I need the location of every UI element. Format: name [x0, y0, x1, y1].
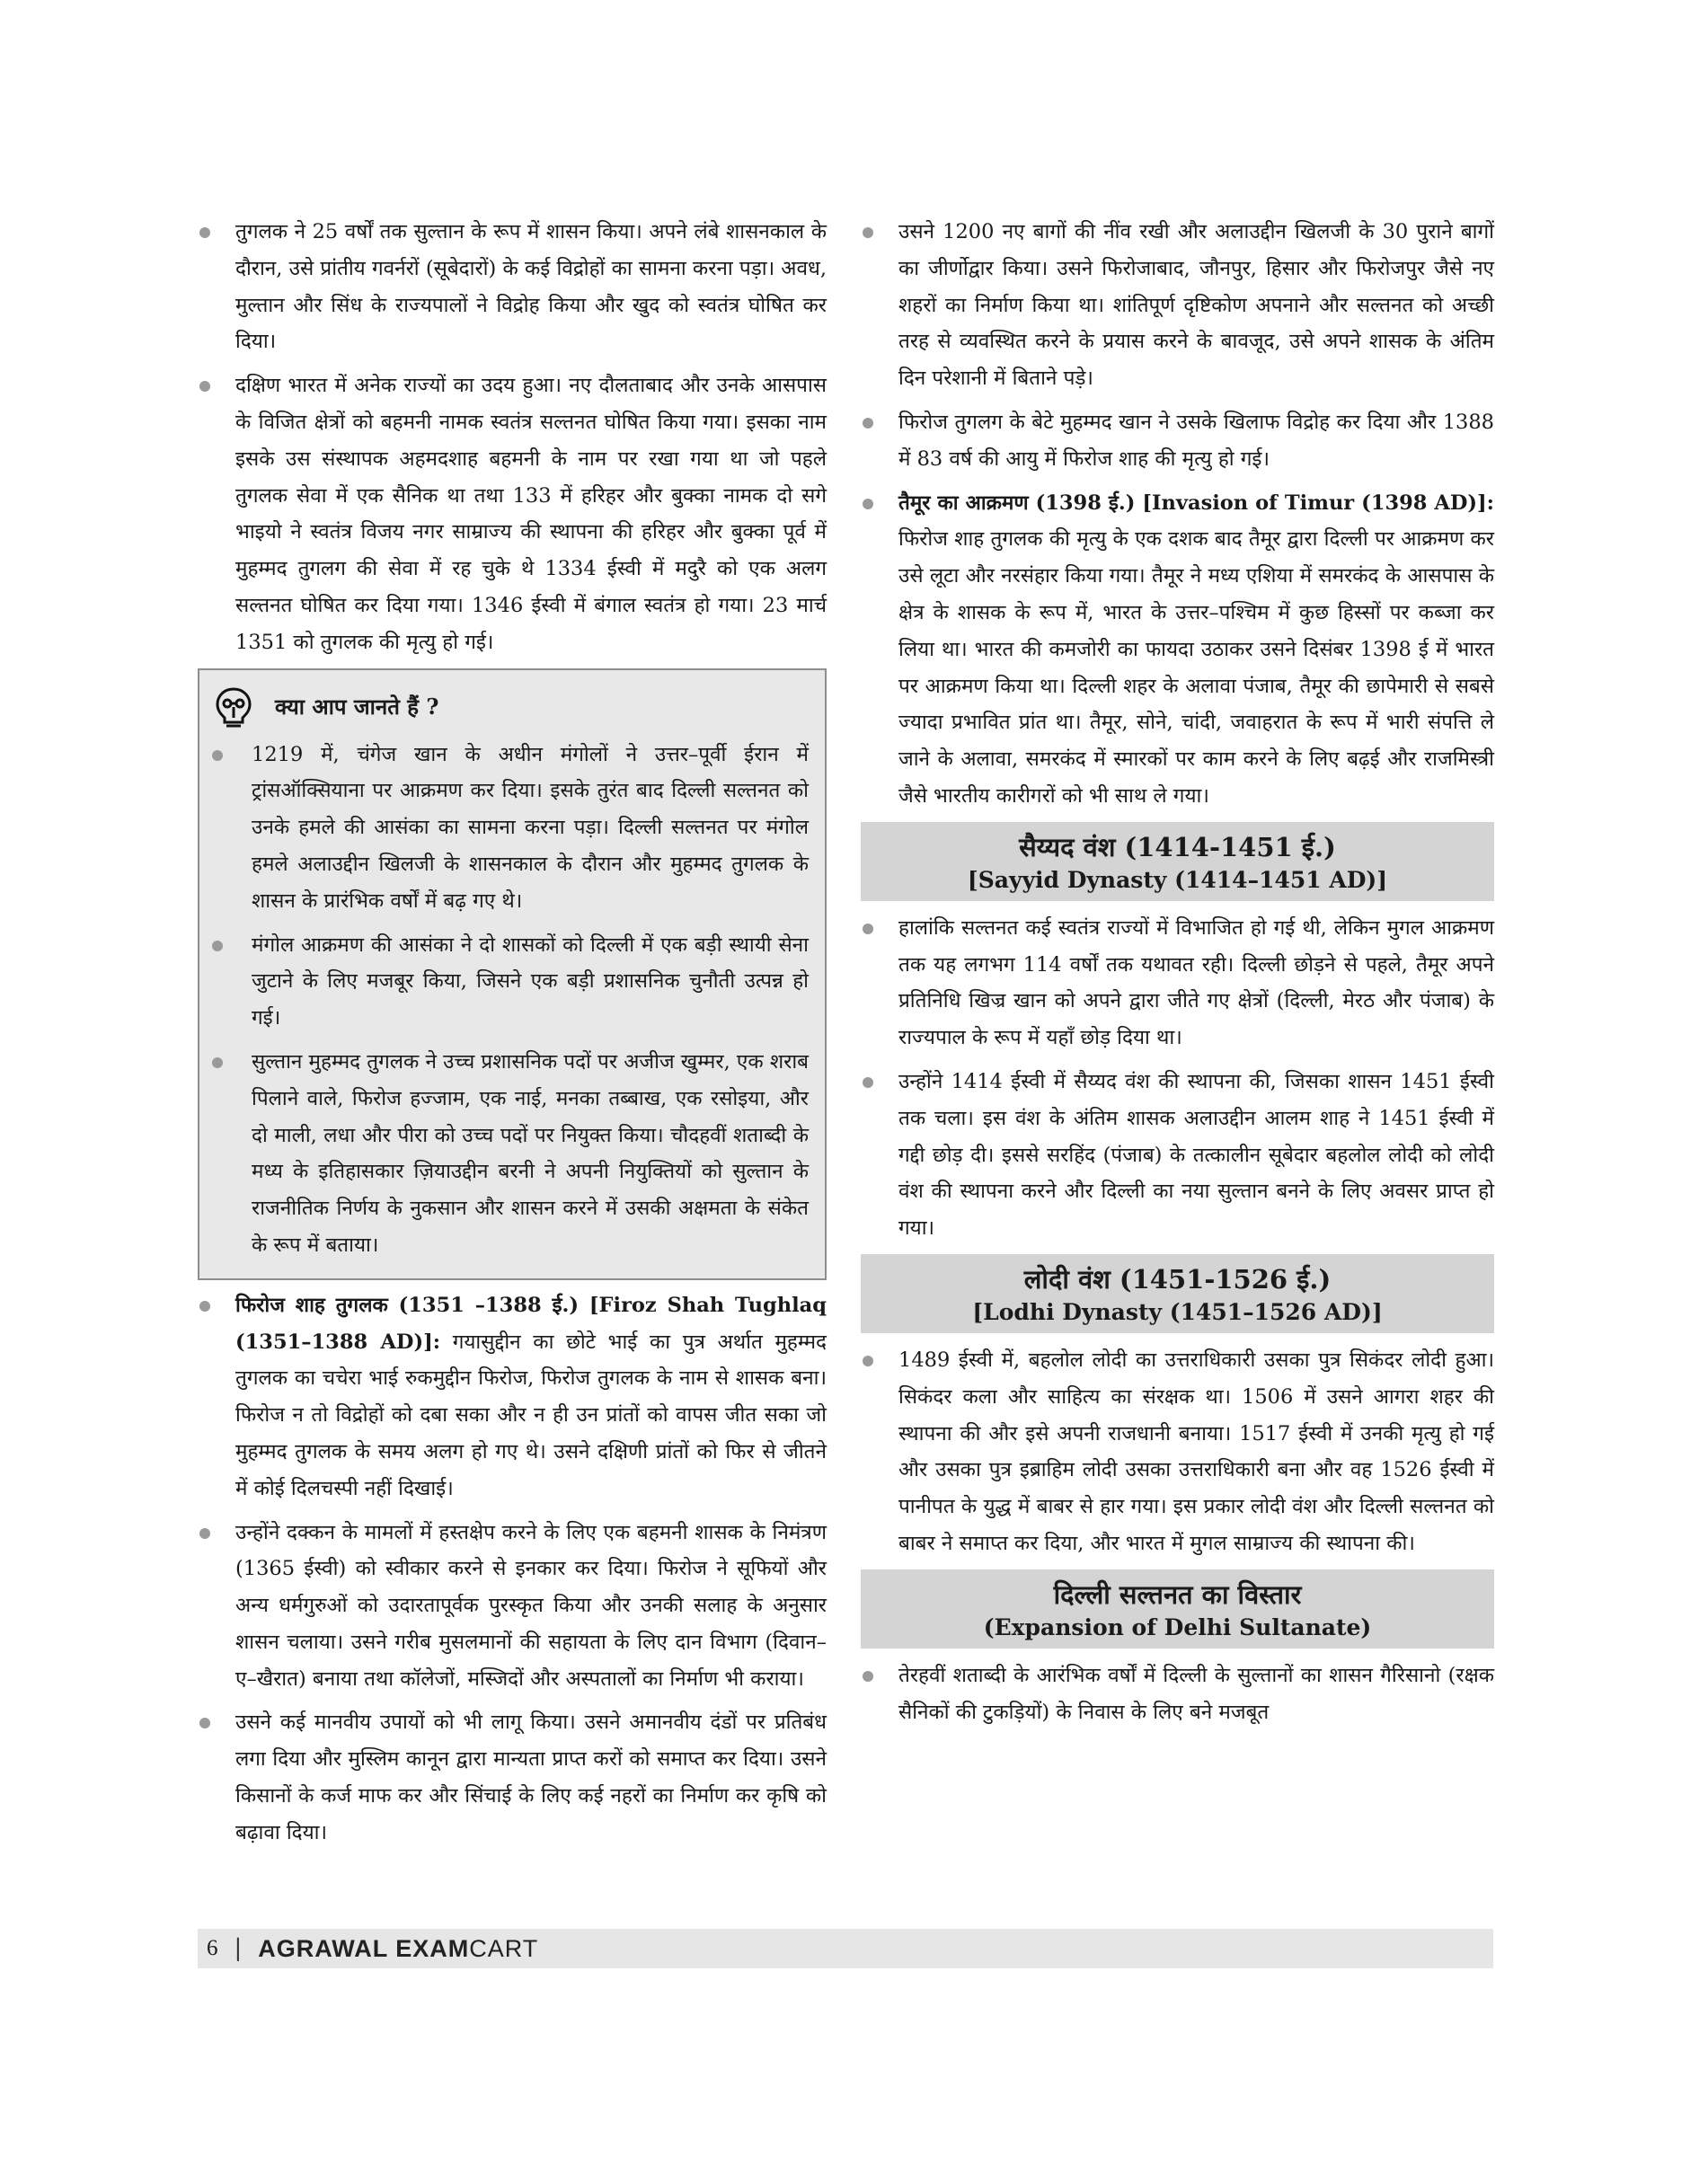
info-bullet: 1219 में, चंगेज खान के अधीन मंगोलों ने उत्तर–पूर्वी ईरान में ट्रांसऑक्सियाना पर आक्रमण कर दिया। इसके तुरंत बाद दिल्ली सल्तनत को उनके हमले की आसंका का सामना करना पड़ा। दिल्ली सल्तनत पर मंगोल हमले अलाउद्दीन खिलजी के शासनकाल के दौरान और मुहम्मद तुगलक के शासन के प्रारंभिक वर्षों में बढ़ गए थे। — [199, 737, 809, 920]
did-you-know-box — [198, 668, 827, 1280]
bullet-dot-icon — [199, 1528, 210, 1539]
did-you-know-header — [199, 677, 809, 737]
left-column — [198, 214, 827, 1859]
bullet-dot-icon — [212, 941, 223, 951]
timur-invasion-bullet: तैमूर का आक्रमण (1398 ई.) [Invasion of Timur (1398 AD)]: फिरोज शाह तुगलक की मृत्यु के एक दशक बाद तैमूर द्वारा दिल्ली पर आक्रमण कर उसे लूटा और नरसंहार किया गया। तैमूर ने मध्य एशिया में समरकंद के आसपास के क्षेत्र के शासक के रूप में, भारत के उत्तर–पश्चिम में कुछ हिस्सों पर कब्जा कर लिया था। भारत की कमजोरी का फायदा उठाकर उसने दिसंबर 1398 ई में भारत पर आक्रमण किया था। दिल्ली शहर के अलावा पंजाब, तैमूर की छापेमारी से सबसे ज्यादा प्रभावित प्रांत था। तैमूर, सोने, चांदी, जवाहरात के रूप में भारी संपत्ति ले जाने के अलावा, समरकंद में स्मारकों पर काम करने के लिए बढ़ई और राजमिस्त्री जैसे भारतीय कारीगरों को भी साथ ले गया। — [861, 485, 1494, 815]
bullet-dot-icon — [863, 227, 873, 238]
bullet-dot-icon — [863, 1077, 873, 1088]
bullet-item: उसने कई मानवीय उपायों को भी लागू किया। उसने अमानवीय दंडों पर प्रतिबंध लगा दिया और मुस्लिम कानून द्वारा मान्यता प्राप्त करों को समाप्त कर दिया। उसने किसानों के कर्ज माफ कर और सिंचाई के लिए कई नहरों का निर्माण कर कृषि को बढ़ावा दिया। — [198, 1704, 827, 1851]
right-column — [861, 214, 1494, 1737]
page-footer — [198, 1929, 1493, 1968]
lightbulb-icon — [212, 685, 255, 729]
bullet-dot-icon — [199, 227, 210, 238]
page-number: 6 — [207, 1936, 218, 1960]
sayyid-dynasty-heading: सैय्यद वंश (1414-1451 ई.) [Sayyid Dynasty (1414–1451 AD)] — [861, 822, 1494, 901]
firoz-shah-bullet: फिरोज शाह तुगलक (1351 –1388 ई.) [Firoz Shah Tughlaq (1351–1388 AD)]: गयासुद्दीन का छोटे भाई का पुत्र अर्थात मुहम्मद तुगलक का चचेरा भाई रुकमुद्दीन फिरोज, फिरोज तुगलक के नाम से शासक बना। फिरोज न तो विद्रोहों को दबा सका और न ही उन प्रांतों को वापस जीत सका जो मुहम्मद तुगलक के समय अलग हो गए थे। उसने दक्षिणी प्रांतों को फिर से जीतने में कोई दिलचस्पी नहीं दिखाई। — [198, 1287, 827, 1507]
bullet-dot-icon — [199, 1718, 210, 1728]
bullet-dot-icon — [863, 924, 873, 934]
bullet-item: तुगलक ने 25 वर्षों तक सुल्तान के रूप में शासन किया। अपने लंबे शासनकाल के दौरान, उसे प्रांतीय गवर्नरों (सूबेदारों) के कई विद्रोहों का सामना करना पड़ा। अवध, मुल्तान और सिंध के राज्यपालों ने विद्रोह किया और खुद को स्वतंत्र घोषित कर दिया। — [198, 214, 827, 360]
timur-invasion-heading: तैमूर का आक्रमण (1398 ई.) [Invasion of Timur (1398 AD)]: — [898, 491, 1494, 515]
info-bullet: सुल्तान मुहम्मद तुगलक ने उच्च प्रशासनिक पदों पर अजीज खुम्मर, एक शराब पिलाने वाले, फिरोज हज्जाम, एक नाई, मनका तब्बाख, एक रसोइया, और दो माली, लधा और पीरा को उच्च पदों पर नियुक्त किया। चौदहवीं शताब्दी के मध्य के इतिहासकार ज़ियाउद्दीन बरनी ने अपनी नियुक्तियों को सुल्तान के राजनीतिक निर्णय के नुकसान और शासन करने में उसकी अक्षमता के संकेत के रूप में बताया। — [199, 1044, 809, 1264]
bullet-dot-icon — [863, 1356, 873, 1366]
bullet-item: उसने 1200 नए बागों की नींव रखी और अलाउद्दीन खिलजी के 30 पुराने बागों का जीर्णोद्वार किया। उसने फिरोजाबाद, जौनपुर, हिसार और फिरोजपुर जैसे नए शहरों का निर्माण किया था। शांतिपूर्ण दृष्टिकोण अपनाने और सल्तनत को अच्छी तरह से व्यवस्थित करने के प्रयास करने के बावजूद, उसे अपने शासक के अंतिम दिन परेशानी में बिताने पड़े। — [861, 214, 1494, 397]
bullet-item: 1489 ईस्वी में, बहलोल लोदी का उत्तराधिकारी उसका पुत्र सिकंदर लोदी हुआ। सिकंदर कला और साहित्य का संरक्षक था। 1506 में उसने आगरा शहर की स्थापना की और इसे अपनी राजधानी बनाया। 1517 ईस्वी में उनकी मृत्यु हो गई और उसका पुत्र इब्राहिम लोदी उसका उत्तराधिकारी बना और वह 1526 ईस्वी में पानीपत के युद्ध में बाबर से हार गया। इस प्रकार लोदी वंश और दिल्ली सल्तनत को बाबर ने समाप्त कर दिया, और भारत में मुगल साम्राज्य की स्थापना की। — [861, 1342, 1494, 1562]
bullet-dot-icon — [199, 381, 210, 392]
bullet-item: दक्षिण भारत में अनेक राज्यों का उदय हुआ। नए दौलताबाद और उनके आसपास के विजित क्षेत्रों को बहमनी नामक स्वतंत्र सल्तनत घोषित किया गया। इसका नाम इसके उस संस्थापक अहमदशाह बहमनी के नाम पर रखा गया था जो पहले तुगलक सेवा में एक सैनिक था तथा 133 में हरिहर और बुक्का नामक दो सगे भाइयो ने स्वतंत्र विजय नगर साम्राज्य की स्थापना की हरिहर और बुक्का पूर्व में मुहम्मद तुगलग की सेवा में रह चुके थे 1334 ईस्वी में मदुरै को एक अलग सल्तनत घोषित कर दिया गया। 1346 ईस्वी में बंगाल स्वतंत्र हो गया। 23 मार्च 1351 को तुगलक की मृत्यु हो गई। — [198, 367, 827, 660]
expansion-heading: दिल्ली सल्तनत का विस्तार (Expansion of Delhi Sultanate) — [861, 1569, 1494, 1649]
bullet-dot-icon — [212, 750, 223, 761]
bullet-item: फिरोज तुगलग के बेटे मुहम्मद खान ने उसके खिलाफ विद्रोह कर दिया और 1388 में 83 वर्ष की आयु में फिरोज शाह की मृत्यु हो गई। — [861, 404, 1494, 478]
bullet-dot-icon — [212, 1057, 223, 1068]
bullet-dot-icon — [863, 418, 873, 429]
bullet-dot-icon — [863, 1671, 873, 1682]
lodhi-dynasty-heading: लोदी वंश (1451-1526 ई.) [Lodhi Dynasty (1451–1526 AD)] — [861, 1254, 1494, 1333]
did-you-know-title: क्या आप जानते हैं ? — [275, 694, 439, 720]
bullet-item: उन्होंने 1414 ईस्वी में सैय्यद वंश की स्थापना की, जिसका शासन 1451 ईस्वी तक चला। इस वंश के अंतिम शासक अलाउद्दीन आलम शाह ने 1451 ईस्वी में गद्दी छोड़ दी। इससे सरहिंद (पंजाब) के तत्कालीन सूबेदार बहलोल लोदी को लोदी वंश की स्थापना करने और दिल्ली का नया सुल्तान बनने के लिए अवसर प्राप्त हो गया। — [861, 1064, 1494, 1247]
bullet-item: तेरहवीं शताब्दी के आरंभिक वर्षों में दिल्ली के सुल्तानों का शासन गैरिसानो (रक्षक सैनिकों की टुकड़ियों) के निवास के लिए बने मजबूत — [861, 1658, 1494, 1731]
firoz-shah-heading: फिरोज शाह तुगलक (1351 –1388 ई.) [Firoz Shah Tughlaq (1351–1388 AD)]: — [235, 1293, 827, 1354]
bullet-dot-icon — [199, 1301, 210, 1312]
footer-separator: | — [234, 1935, 243, 1962]
brand-logo: AGRAWAL EXAMCART — [258, 1934, 539, 1962]
info-bullet: मंगोल आक्रमण की आसंका ने दो शासकों को दिल्ली में एक बड़ी स्थायी सेना जुटाने के लिए मजबूर किया, जिसने एक बड़ी प्रशासनिक चुनौती उत्पन्न हो गई। — [199, 927, 809, 1037]
bullet-item: हालांकि सल्तनत कई स्वतंत्र राज्यों में विभाजित हो गई थी, लेकिन मुगल आक्रमण तक यह लगभग 114 वर्षों तक यथावत रही। दिल्ली छोड़ने से पहले, तैमूर अपने प्रतिनिधि खिज्र खान को अपने द्वारा जीते गए क्षेत्रों (दिल्ली, मेरठ और पंजाब) के राज्यपाल के रूप में यहाँ छोड़ दिया था। — [861, 910, 1494, 1056]
bullet-item: उन्होंने दक्कन के मामलों में हस्तक्षेप करने के लिए एक बहमनी शासक के निमंत्रण (1365 ईस्वी) को स्वीकार करने से इनकार कर दिया। फिरोज ने सूफियों और अन्य धर्मगुरुओं को उदारतापूर्वक पुरस्कृत किया और उनकी सलाह के अनुसार शासन चलाया। उसने गरीब मुसलमानों की सहायता के लिए दान विभाग (दिवान–ए–खैरात) बनाया तथा कॉलेजों, मस्जिदों और अस्पतालों का निर्माण भी कराया। — [198, 1515, 827, 1698]
bullet-dot-icon — [863, 499, 873, 509]
